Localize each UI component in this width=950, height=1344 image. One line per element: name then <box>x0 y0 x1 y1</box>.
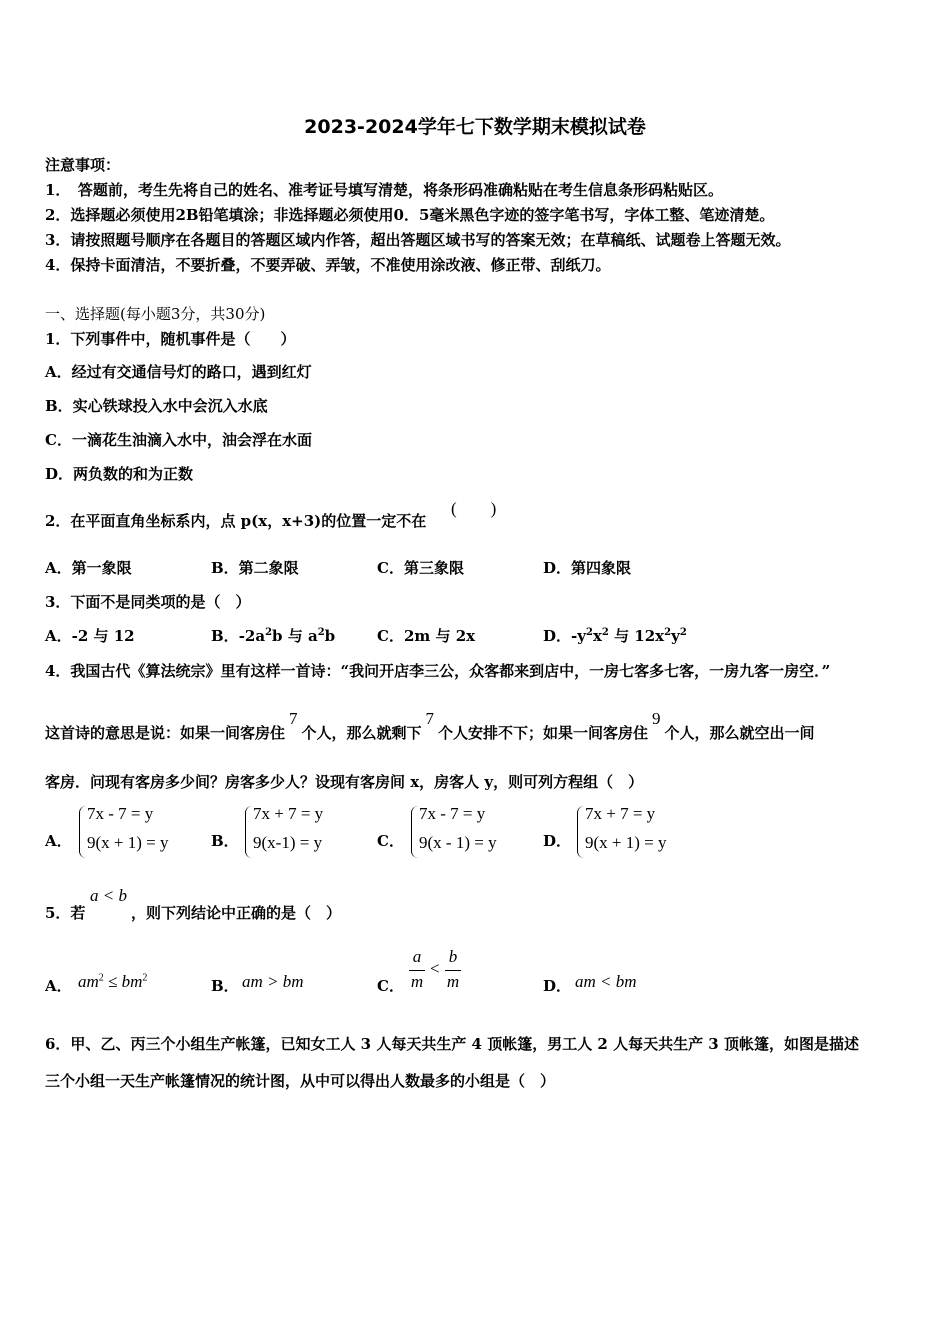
equation: 7x + 7 = y <box>585 804 656 823</box>
question-5-stem-end: ，则下列结论中正确的是（ ） <box>131 904 342 922</box>
question-2-option-b: B．第二象限 <box>211 559 299 577</box>
question-3-option-b: B．$-2a^2b$ 与 $a^2b$ <box>211 627 336 645</box>
equation: 7x + 7 = y <box>253 804 324 823</box>
fraction-denominator: m <box>446 972 460 991</box>
question-3-stem: 3．下面不是同类项的是（ ） <box>45 593 251 611</box>
question-5-option-c-label: C． <box>377 977 404 995</box>
question-5-stem-start: 5．若 <box>45 904 86 922</box>
question-4-line-3: 客房．问现有客房多少间？房客多少人？设现有客房间 x，房客人 y，则可列方程组（ ） <box>45 773 644 791</box>
question-5-condition: a < b <box>90 886 127 905</box>
question-3-option-a: A．-2 与 12 <box>45 627 135 645</box>
notice-heading: 注意事项： <box>45 156 121 174</box>
fraction-denominator: m <box>410 972 424 991</box>
question-5-option-b: am > bm <box>242 972 304 991</box>
equation: 7x - 7 = y <box>87 804 154 823</box>
question-4-option-a-label: A． <box>45 832 72 850</box>
question-5-option-b-label: B． <box>211 977 239 995</box>
brace-icon <box>411 806 418 858</box>
question-6-line-1: 6．甲、乙、丙三个小组生产帐篷，已知女工人 3 人每天共生产 4 顶帐篷，男工人 2 人每天共生产 3 顶帐篷，如图是描述 <box>45 1035 859 1053</box>
equation: 9(x - 1) = y <box>419 833 497 852</box>
equation: 9(x + 1) = y <box>87 833 169 852</box>
question-3-option-c: C．2m 与 2x <box>377 627 476 645</box>
question-1-option-c: C．一滴花生油滴入水中，油会浮在水面 <box>45 431 312 449</box>
less-than-sign: < <box>430 959 440 978</box>
question-5-option-d-label: D． <box>543 977 572 995</box>
equation: 9(x-1) = y <box>253 833 323 852</box>
question-2-paren: ( ) <box>451 499 497 518</box>
question-2-option-a: A．第一象限 <box>45 559 132 577</box>
section-heading: 一、选择题(每小题3分，共30分) <box>45 305 266 323</box>
question-1-option-b: B．实心铁球投入水中会沉入水底 <box>45 397 268 415</box>
question-6-line-2: 三个小组一天生产帐篷情况的统计图，从中可以得出人数最多的小组是（ ） <box>45 1072 556 1090</box>
notice-item: 4．保持卡面清洁，不要折叠，不要弄破、弄皱，不准使用涂改液、修正带、刮纸刀。 <box>45 256 611 274</box>
notice-item: 2．选择题必须使用2B铅笔填涂；非选择题必须使用0．5毫米黑色字迹的签字笔书写，字体工整、笔迹清楚。 <box>45 206 775 224</box>
question-4-option-b-label: B． <box>211 832 239 850</box>
question-2-stem: 2．在平面直角坐标系内，点 p(x，x+3)的位置一定不在 <box>45 512 427 530</box>
question-2-option-d: D．第四象限 <box>543 559 632 577</box>
equation: 9(x + 1) = y <box>585 833 667 852</box>
question-1-stem: 1．下列事件中，随机事件是（ ） <box>45 330 296 348</box>
question-4-line-1: 4．我国古代《算法统宗》里有这样一首诗：“我问开店李三公，众客都来到店中，一房七客多七客，一房九客一房空．” <box>45 662 831 680</box>
brace-icon <box>245 806 252 858</box>
brace-icon <box>577 806 584 858</box>
question-5-option-a-label: A． <box>45 977 72 995</box>
notice-item: 3．请按照题号顺序在各题目的答题区域内作答，超出答题区域书写的答案无效；在草稿纸、试题卷上答题无效。 <box>45 231 791 249</box>
question-1-option-d: D．两负数的和为正数 <box>45 465 194 483</box>
question-4-option-c-label: C． <box>377 832 404 850</box>
brace-icon <box>79 806 86 858</box>
fraction-bar <box>445 970 461 971</box>
fraction-numerator: a <box>412 947 422 966</box>
question-3-option-d: D．$-y^2x^2$ 与 $12x^2y^2$ <box>543 627 687 645</box>
question-5-option-a: $am^2 \le bm^2$ <box>78 972 148 991</box>
question-4-line-2: 这首诗的意思是说：如果一间客房住7个人，那么就剩下7个人安排不下；如果一间客房住9个人，那么就空出一间 <box>45 709 815 742</box>
fraction-numerator: b <box>448 947 458 966</box>
notice-item: 1． 答题前，考生先将自己的姓名、准考证号填写清楚，将条形码准确粘贴在考生信息条形码粘贴区。 <box>45 181 723 199</box>
question-2-option-c: C．第三象限 <box>377 559 464 577</box>
equation: 7x - 7 = y <box>419 804 486 823</box>
question-4-option-d-label: D． <box>543 832 572 850</box>
question-1-option-a: A．经过有交通信号灯的路口，遇到红灯 <box>45 363 312 381</box>
page-title: 2023-2024学年七下数学期末模拟试卷 <box>304 116 646 138</box>
question-5-option-d: am < bm <box>575 972 637 991</box>
fraction-bar <box>409 970 425 971</box>
